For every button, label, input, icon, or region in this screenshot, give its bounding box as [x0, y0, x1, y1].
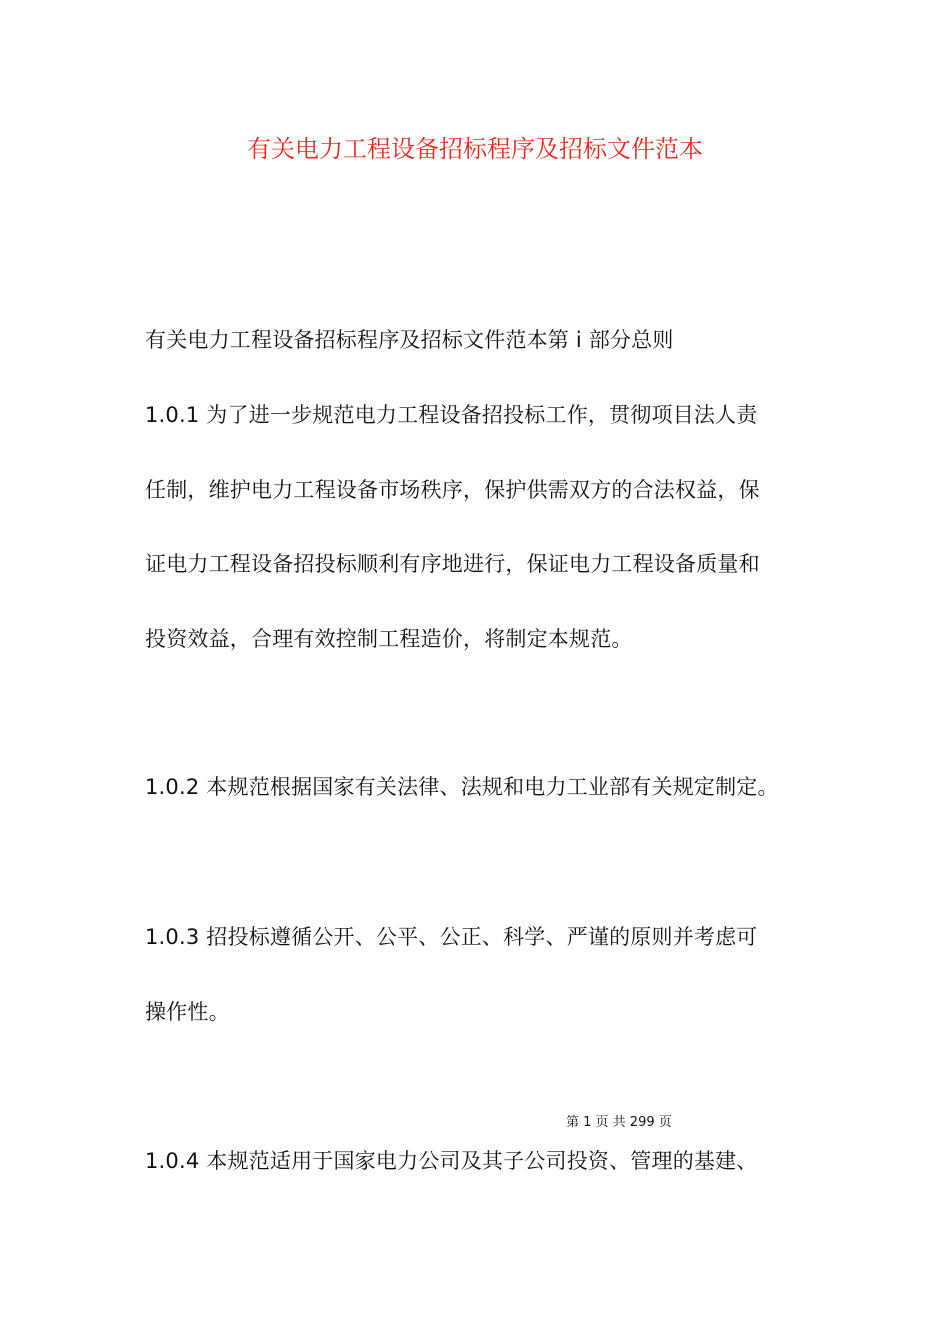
clause-1-0-4-line-1: 1.0.4 本规范适用于国家电力公司及其子公司投资、管理的基建、	[145, 1149, 758, 1173]
clause-1-0-3-line-2: 操作性。	[145, 999, 230, 1024]
clause-1-0-1-line-2: 任制，维护电力工程设备市场秩序，保护供需双方的合法权益，保	[145, 477, 760, 502]
page-number-footer: 第 1 页 共 299 页	[566, 1115, 672, 1130]
clause-1-0-2-line-1: 1.0.2 本规范根据国家有关法律、法规和电力工业部有关规定制定。	[145, 775, 779, 799]
document-title: 有关电力工程设备招标程序及招标文件范本	[247, 135, 703, 163]
clause-1-0-1-line-4: 投资效益，合理有效控制工程造价，将制定本规范。	[145, 626, 633, 651]
intro-paragraph	[145, 322, 807, 358]
clause-1-0-1-line-1: 1.0.1 为了进一步规范电力工程设备招投标工作，贯彻项目法人责	[145, 403, 758, 427]
clause-1-0-2	[145, 769, 807, 805]
clause-1-0-1	[145, 397, 807, 657]
clause-1-0-4	[145, 1143, 807, 1179]
clause-1-0-3	[145, 919, 807, 1030]
clause-1-0-3-line-1: 1.0.3 招投标遵循公开、公平、公正、科学、严谨的原则并考虑可	[145, 925, 758, 949]
clause-1-0-1-line-3: 证电力工程设备招投标顺利有序地进行，保证电力工程设备质量和	[145, 552, 760, 576]
intro-line: 有关电力工程设备招标程序及招标文件范本第 i 部分总则	[145, 328, 674, 352]
